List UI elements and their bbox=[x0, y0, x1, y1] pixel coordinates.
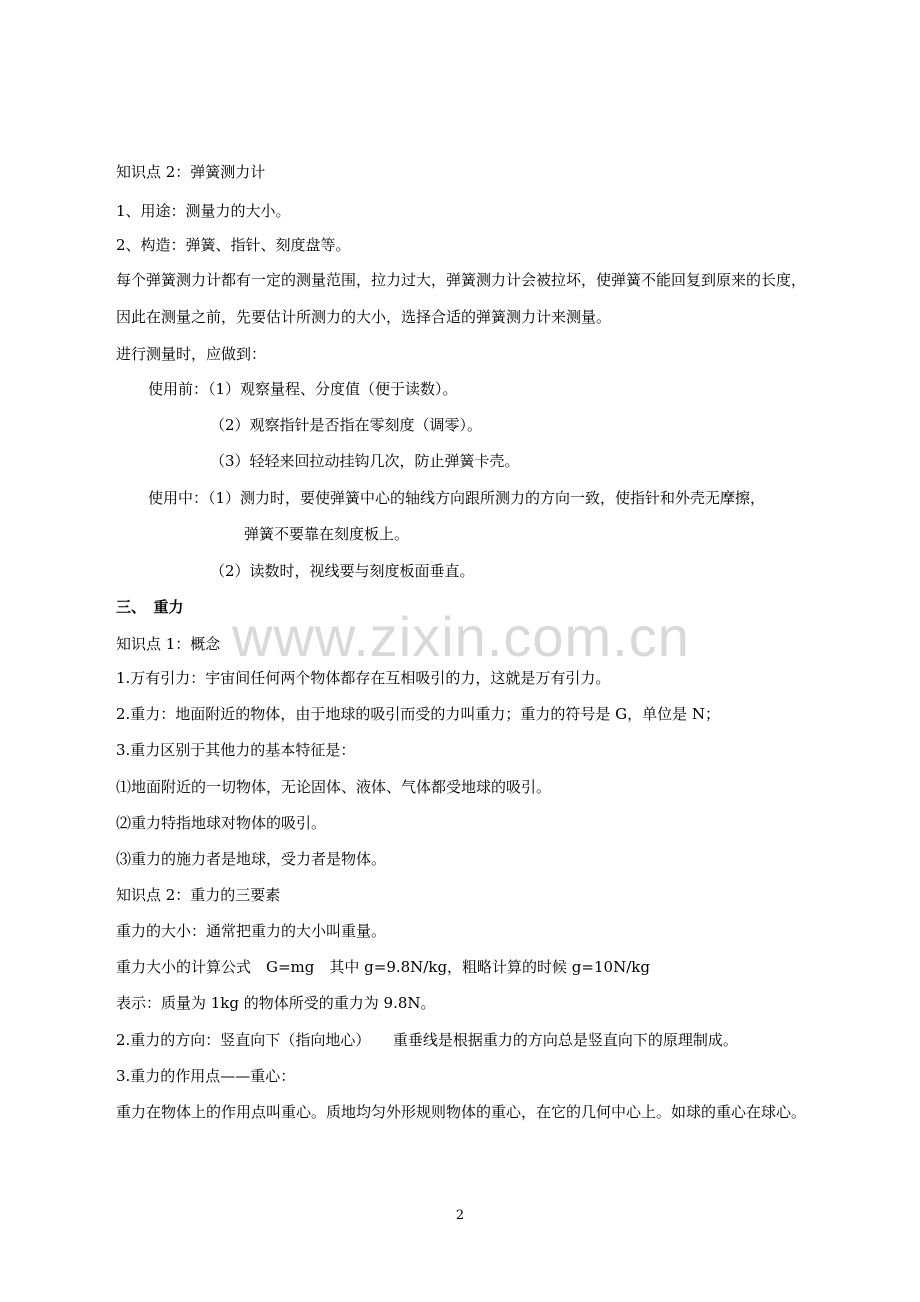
knowledge-point-title: 知识点 2：重力的三要素 bbox=[116, 886, 281, 904]
paragraph-use: 1、用途：测量力的大小。 bbox=[116, 202, 291, 220]
before-use-2: （2）观察指针是否指在零刻度（调零）。 bbox=[210, 416, 483, 434]
before-use-1: 使用前：（1）观察量程、分度值（便于读数）。 bbox=[148, 380, 458, 398]
paragraph-direction: 2.重力的方向：竖直向下（指向地心） 重垂线是根据重力的方向总是竖直向下的原理制成。 bbox=[116, 1031, 738, 1049]
paragraph-structure: 2、构造：弹簧、指针、刻度盘等。 bbox=[116, 236, 351, 254]
paragraph-gravity-definition: 2.重力：地面附近的物体，由于地球的吸引而受的力叫重力；重力的符号是 G，单位是 N； bbox=[116, 705, 720, 723]
knowledge-point-title: 知识点 2：弹簧测力计 bbox=[116, 163, 266, 181]
paragraph-range-2: 因此在测量之前，先要估计所测力的大小，选择合适的弹簧测力计来测量。 bbox=[116, 308, 612, 326]
watermark: www.zixin.com.cn bbox=[232, 605, 690, 668]
section-heading-gravity: 三、 重力 bbox=[116, 598, 184, 616]
feature-item-2: ⑵重力特指地球对物体的吸引。 bbox=[116, 814, 327, 832]
paragraph-center-of-gravity: 重力在物体上的作用点叫重心。质地均匀外形规则物体的重心，在它的几何中心上。如球的重心在球心。 bbox=[116, 1103, 807, 1121]
feature-item-3: ⑶重力的施力者是地球，受力者是物体。 bbox=[116, 850, 387, 868]
paragraph-magnitude: 重力的大小：通常把重力的大小叫重量。 bbox=[116, 922, 387, 940]
during-use-1-continued: 弹簧不要靠在刻度板上。 bbox=[244, 525, 410, 543]
during-use-2: （2）读数时，视线要与刻度板面垂直。 bbox=[210, 562, 475, 580]
page-number: 2 bbox=[455, 1208, 465, 1223]
before-use-3: （3）轻轻来回拉动挂钩几次，防止弹簧卡壳。 bbox=[210, 452, 520, 470]
paragraph-range-1: 每个弹簧测力计都有一定的测量范围，拉力过大，弹簧测力计会被拉坏，使弹簧不能回复到原来的长度， bbox=[116, 271, 807, 289]
feature-item-1: ⑴地面附近的一切物体，无论固体、液体、气体都受地球的吸引。 bbox=[116, 778, 552, 796]
paragraph-point-title: 3.重力的作用点——重心： bbox=[116, 1067, 296, 1085]
paragraph-measure-intro: 进行测量时，应做到： bbox=[116, 345, 267, 363]
paragraph-meaning: 表示：质量为 1kg 的物体所受的重力为 9.8N。 bbox=[116, 994, 436, 1012]
knowledge-point-title: 知识点 1：概念 bbox=[116, 635, 221, 653]
paragraph-formula: 重力大小的计算公式 G=mg 其中 g=9.8N/kg，粗略计算的时候 g=10N/kg bbox=[116, 958, 650, 976]
during-use-1: 使用中：（1）测力时，要使弹簧中心的轴线方向跟所测力的方向一致，使指针和外壳无摩擦， bbox=[148, 489, 766, 507]
paragraph-gravitation: 1.万有引力：宇宙间任何两个物体都存在互相吸引的力，这就是万有引力。 bbox=[116, 669, 611, 687]
paragraph-gravity-features: 3.重力区别于其他力的基本特征是： bbox=[116, 741, 356, 759]
